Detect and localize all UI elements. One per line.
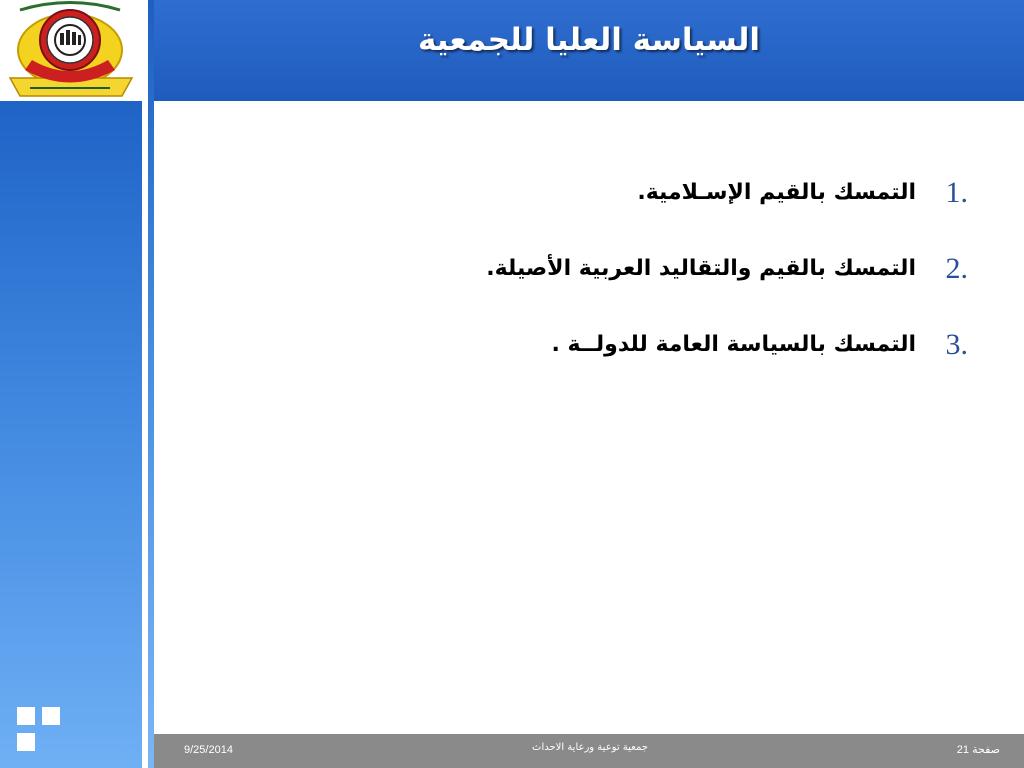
decorative-square — [17, 707, 35, 725]
list-item-text: التمسك بالقيم والتقاليد العربية الأصيلة. — [486, 256, 916, 281]
association-emblem-logo — [0, 0, 142, 101]
logo-area — [0, 0, 142, 101]
policy-list — [368, 172, 968, 400]
footer-organization-name: جمعية توعية ورعاية الاحداث — [532, 742, 648, 753]
list-item — [368, 172, 968, 213]
footer-date: 9/25/2014 — [184, 744, 233, 756]
list-item-number: 2. — [945, 251, 968, 285]
list-item-text: التمسك بالسياسة العامة للدولــة . — [551, 332, 916, 357]
list-item-number: 3. — [945, 327, 968, 361]
divider-stripe-blue — [148, 0, 154, 768]
list-item-text: التمسك بالقيم الإسـلامية. — [637, 180, 916, 205]
footer-page-number: صفحة 21 — [956, 744, 1000, 756]
left-sidebar-decoration — [0, 101, 142, 768]
slide-title: السياسة العليا للجمعية — [417, 22, 761, 58]
list-item — [368, 324, 968, 365]
decorative-square — [17, 733, 35, 751]
list-item-number: 1. — [945, 175, 968, 209]
decorative-square — [42, 707, 60, 725]
list-item — [368, 248, 968, 289]
